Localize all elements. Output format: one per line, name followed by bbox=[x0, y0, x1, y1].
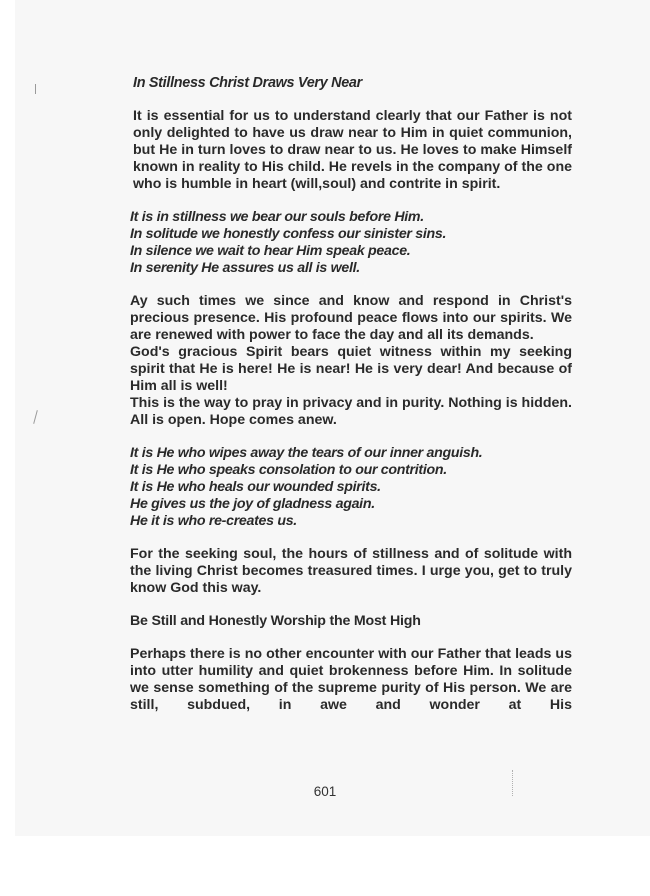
verse-line: It is He who wipes away the tears of our inner anguish. bbox=[130, 445, 483, 461]
page-content bbox=[130, 75, 572, 730]
verse-line: In silence we wait to hear Him speak peace. bbox=[130, 243, 411, 259]
paragraph: This is the way to pray in privacy and in purity. Nothing is hidden. All is open. Hope comes anew. bbox=[130, 395, 572, 428]
paragraph: God's gracious Spirit bears quiet witness within my seeking spirit that He is here! He is near! He is very dear! And because of Him all is well! bbox=[130, 344, 572, 394]
paragraph: For the seeking soul, the hours of stillness and of solitude with the living Christ becomes treasured times. I urge you, get to truly know God this way. bbox=[130, 546, 572, 596]
section-title: In Stillness Christ Draws Very Near bbox=[133, 75, 362, 91]
italic-verse-block bbox=[130, 445, 572, 530]
verse-line: It is in stillness we bear our souls before Him. bbox=[130, 209, 424, 225]
paragraph-group bbox=[130, 293, 572, 429]
verse-line: It is He who heals our wounded spirits. bbox=[130, 479, 381, 495]
paragraph: It is essential for us to understand clearly that our Father is not only delighted to have us draw near to Him in quiet communion, but He in turn loves to draw near to us. He loves to make Himself known in reality to His child. He revels in the company of the one who is humble in heart (will,soul) and contrite in spirit. bbox=[133, 108, 572, 192]
section-title: Be Still and Honestly Worship the Most High bbox=[130, 613, 421, 629]
scan-margin-mark bbox=[35, 84, 36, 94]
paragraph: Ay such times we since and know and respond in Christ's precious presence. His profound peace flows into our spirits. We are renewed with power to face the day and all its demands. bbox=[130, 293, 572, 343]
verse-line: It is He who speaks consolation to our contrition. bbox=[130, 462, 447, 478]
paragraph: Perhaps there is no other encounter with our Father that leads us into utter humility and quiet brokenness before Him. In solitude we sense something of the supreme purity of His person. We are still, subdued, in awe and wonder at His bbox=[130, 646, 572, 713]
verse-line: He gives us the joy of gladness again. bbox=[130, 496, 375, 512]
page-number: 601 bbox=[313, 784, 337, 799]
verse-line: He it is who re-creates us. bbox=[130, 513, 297, 529]
verse-line: In serenity He assures us all is well. bbox=[130, 260, 360, 276]
verse-line: In solitude we honestly confess our sinister sins. bbox=[130, 226, 447, 242]
italic-verse-block bbox=[130, 209, 572, 277]
